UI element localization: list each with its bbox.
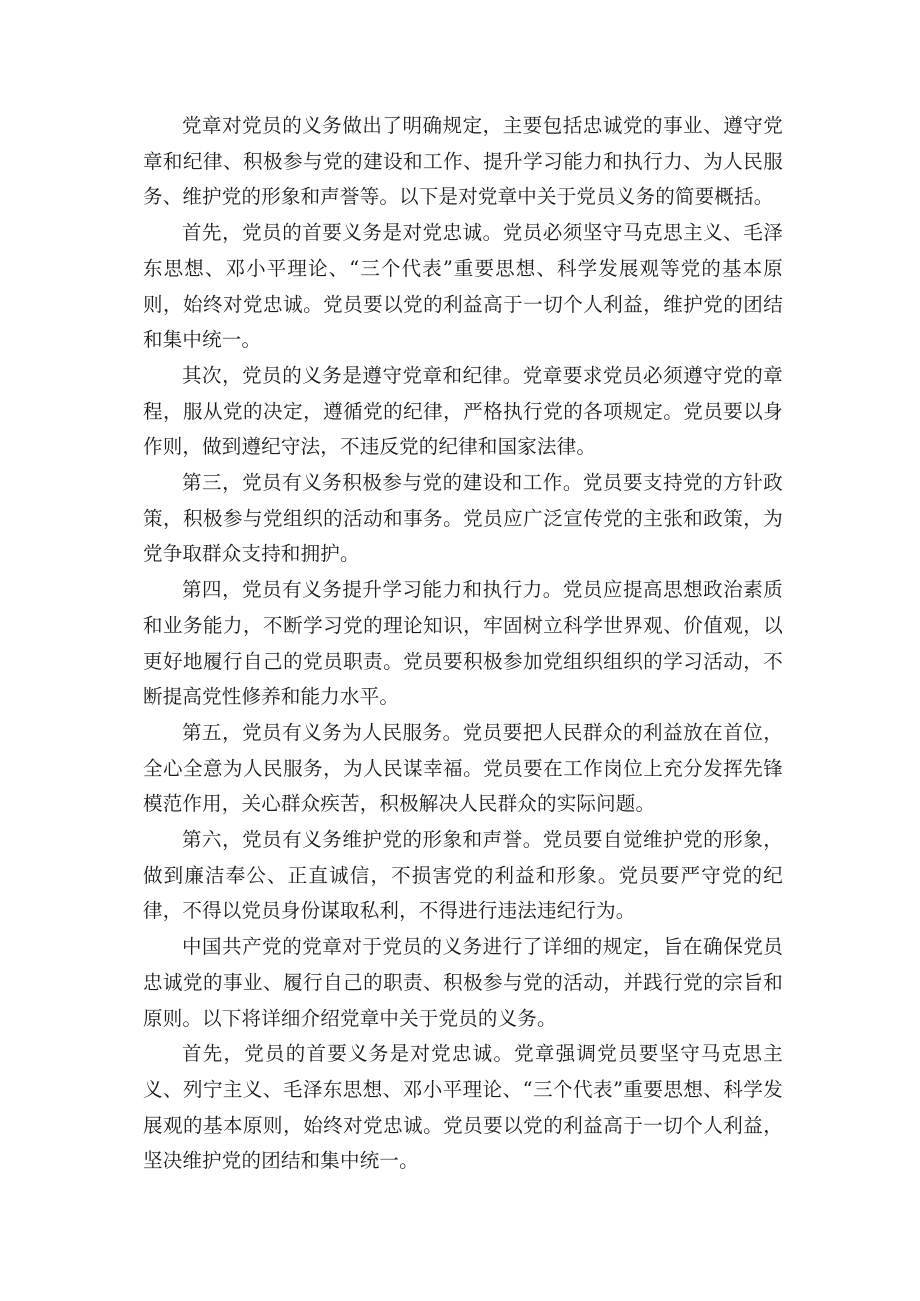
paragraph-participation: 第三，党员有义务积极参与党的建设和工作。党员要支持党的方针政策，积极参与党组织的活动和事务。党员应广泛宣传党的主张和政策，为党争取群众支持和拥护。	[143, 471, 783, 566]
paragraph-party-image: 第六，党员有义务维护党的形象和声誉。党员要自觉维护党的形象，做到廉洁奉公、正直诚信，不损害党的利益和形象。党员要严守党的纪律，不得以党员身份谋取私利，不得进行违法违纪行为。	[143, 828, 783, 923]
paragraph-intro: 党章对党员的义务做出了明确规定，主要包括忠诚党的事业、遵守党章和纪律、积极参与党的建设和工作、提升学习能力和执行力、为人民服务、维护党的形象和声誉等。以下是对党章中关于党员义务的简要概括。	[143, 114, 783, 209]
paragraph-loyalty-detail: 首先，党员的首要义务是对党忠诚。党章强调党员要坚守马克思主义、列宁主义、毛泽东思想、邓小平理论、“三个代表”重要思想、科学发展观的基本原则，始终对党忠诚。党员要以党的利益高于一切个人利益，坚决维护党的团结和集中统一。	[143, 1042, 783, 1173]
paragraph-charter-overview: 中国共产党的党章对于党员的义务进行了详细的规定，旨在确保党员忠诚党的事业、履行自己的职责、积极参与党的活动，并践行党的宗旨和原则。以下将详细介绍党章中关于党员的义务。	[143, 935, 783, 1030]
paragraph-learning: 第四，党员有义务提升学习能力和执行力。党员应提高思想政治素质和业务能力，不断学习党的理论知识，牢固树立科学世界观、价值观，以更好地履行自己的党员职责。党员要积极参加党组织组织的学习活动，不断提高党性修养和能力水平。	[143, 578, 783, 709]
paragraph-serve-people: 第五，党员有义务为人民服务。党员要把人民群众的利益放在首位，全心全意为人民服务，为人民谋幸福。党员要在工作岗位上充分发挥先锋模范作用，关心群众疾苦，积极解决人民群众的实际问题。	[143, 720, 783, 816]
paragraph-loyalty: 首先，党员的首要义务是对党忠诚。党员必须坚守马克思主义、毛泽东思想、邓小平理论、“三个代表”重要思想、科学发展观等党的基本原则，始终对党忠诚。党员要以党的利益高于一切个人利益，维护党的团结和集中统一。	[143, 221, 783, 352]
document-body	[143, 108, 783, 1179]
paragraph-discipline: 其次，党员的义务是遵守党章和纪律。党章要求党员必须遵守党的章程，服从党的决定，遵循党的纪律，严格执行党的各项规定。党员要以身作则，做到遵纪守法，不违反党的纪律和国家法律。	[143, 363, 783, 459]
